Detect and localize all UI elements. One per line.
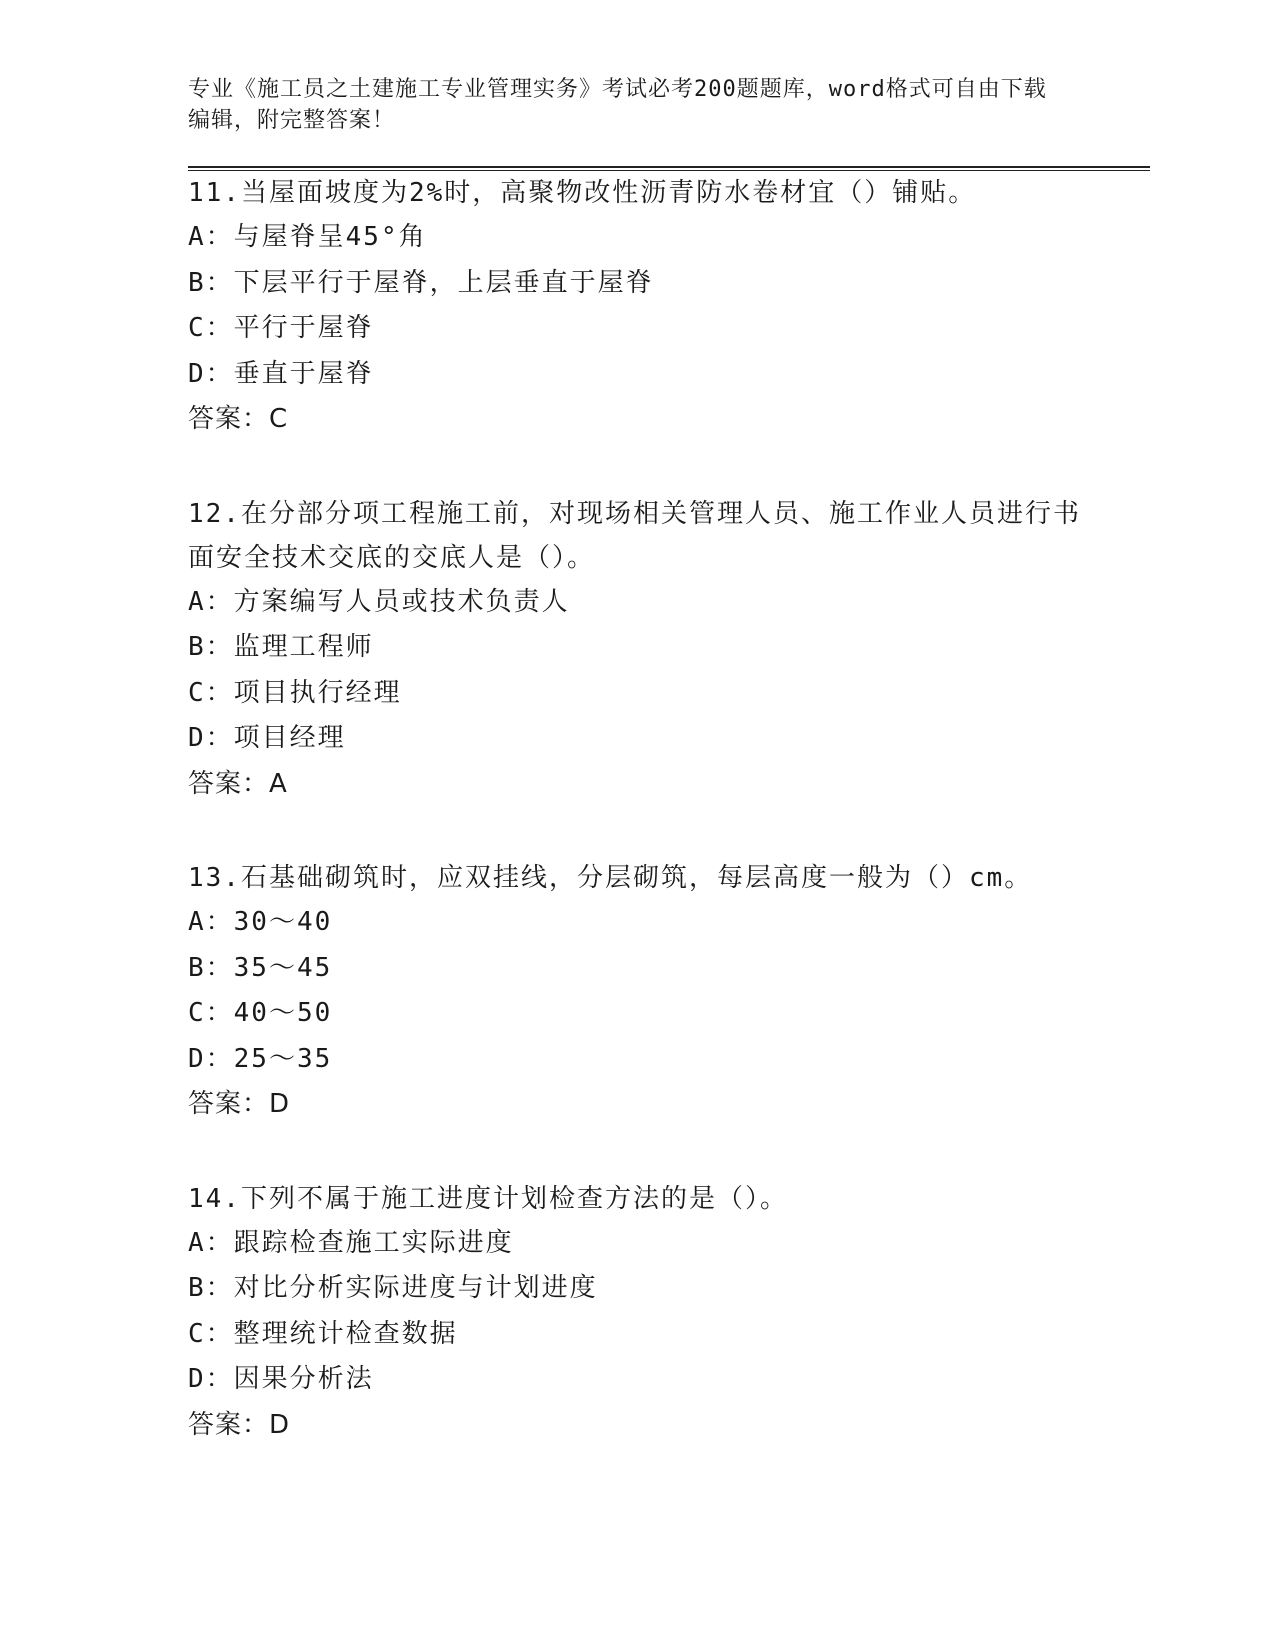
document-header: 专业《施工员之土建施工专业管理实务》考试必考200题题库，word格式可自由下载编辑，附完整答案！ — [188, 77, 1047, 133]
option-b: B：35～45 — [188, 952, 333, 983]
option-d: D：项目经理 — [188, 723, 346, 753]
option-d: D：25～35 — [188, 1043, 333, 1074]
question-stem: 14.下列不属于施工进度计划检查方法的是（）。 — [188, 1183, 788, 1214]
answer: 答案：A — [188, 768, 288, 799]
option-d: D：垂直于屋脊 — [188, 358, 374, 389]
answer: 答案：C — [188, 404, 289, 434]
spacer — [188, 1128, 1148, 1177]
question-12 — [188, 492, 1148, 808]
option-c: C：平行于屋脊 — [188, 313, 374, 343]
option-b: B：监理工程师 — [188, 632, 374, 662]
question-stem: 12.在分部分项工程施工前，对现场相关管理人员、施工作业人员进行书面安全技术交底的交底人是（）。 — [188, 498, 1081, 573]
spacer — [188, 443, 1148, 492]
document-page — [188, 74, 1148, 1448]
option-c: C：40～50 — [188, 998, 333, 1028]
question-11 — [188, 171, 1148, 443]
option-b: B：对比分析实际进度与计划进度 — [188, 1273, 598, 1303]
question-14 — [188, 1177, 1148, 1449]
option-c: C：项目执行经理 — [188, 677, 402, 708]
answer: 答案：D — [188, 1409, 291, 1440]
answer: 答案：D — [188, 1089, 291, 1119]
option-d: D：因果分析法 — [188, 1364, 374, 1394]
option-a: A：跟踪检查施工实际进度 — [188, 1227, 514, 1258]
option-a: A：30～40 — [188, 907, 333, 937]
question-stem: 11.当屋面坡度为2%时，高聚物改性沥青防水卷材宜（）铺贴。 — [188, 178, 977, 208]
question-stem: 13.石基础砌筑时，应双挂线，分层砌筑，每层高度一般为（）cm。 — [188, 863, 1033, 893]
question-13 — [188, 856, 1148, 1128]
option-a: A：与屋脊呈45°角 — [188, 222, 427, 252]
option-b: B：下层平行于屋脊，上层垂直于屋脊 — [188, 267, 654, 298]
spacer — [188, 807, 1148, 856]
option-a: A：方案编写人员或技术负责人 — [188, 586, 570, 617]
option-c: C：整理统计检查数据 — [188, 1318, 458, 1349]
